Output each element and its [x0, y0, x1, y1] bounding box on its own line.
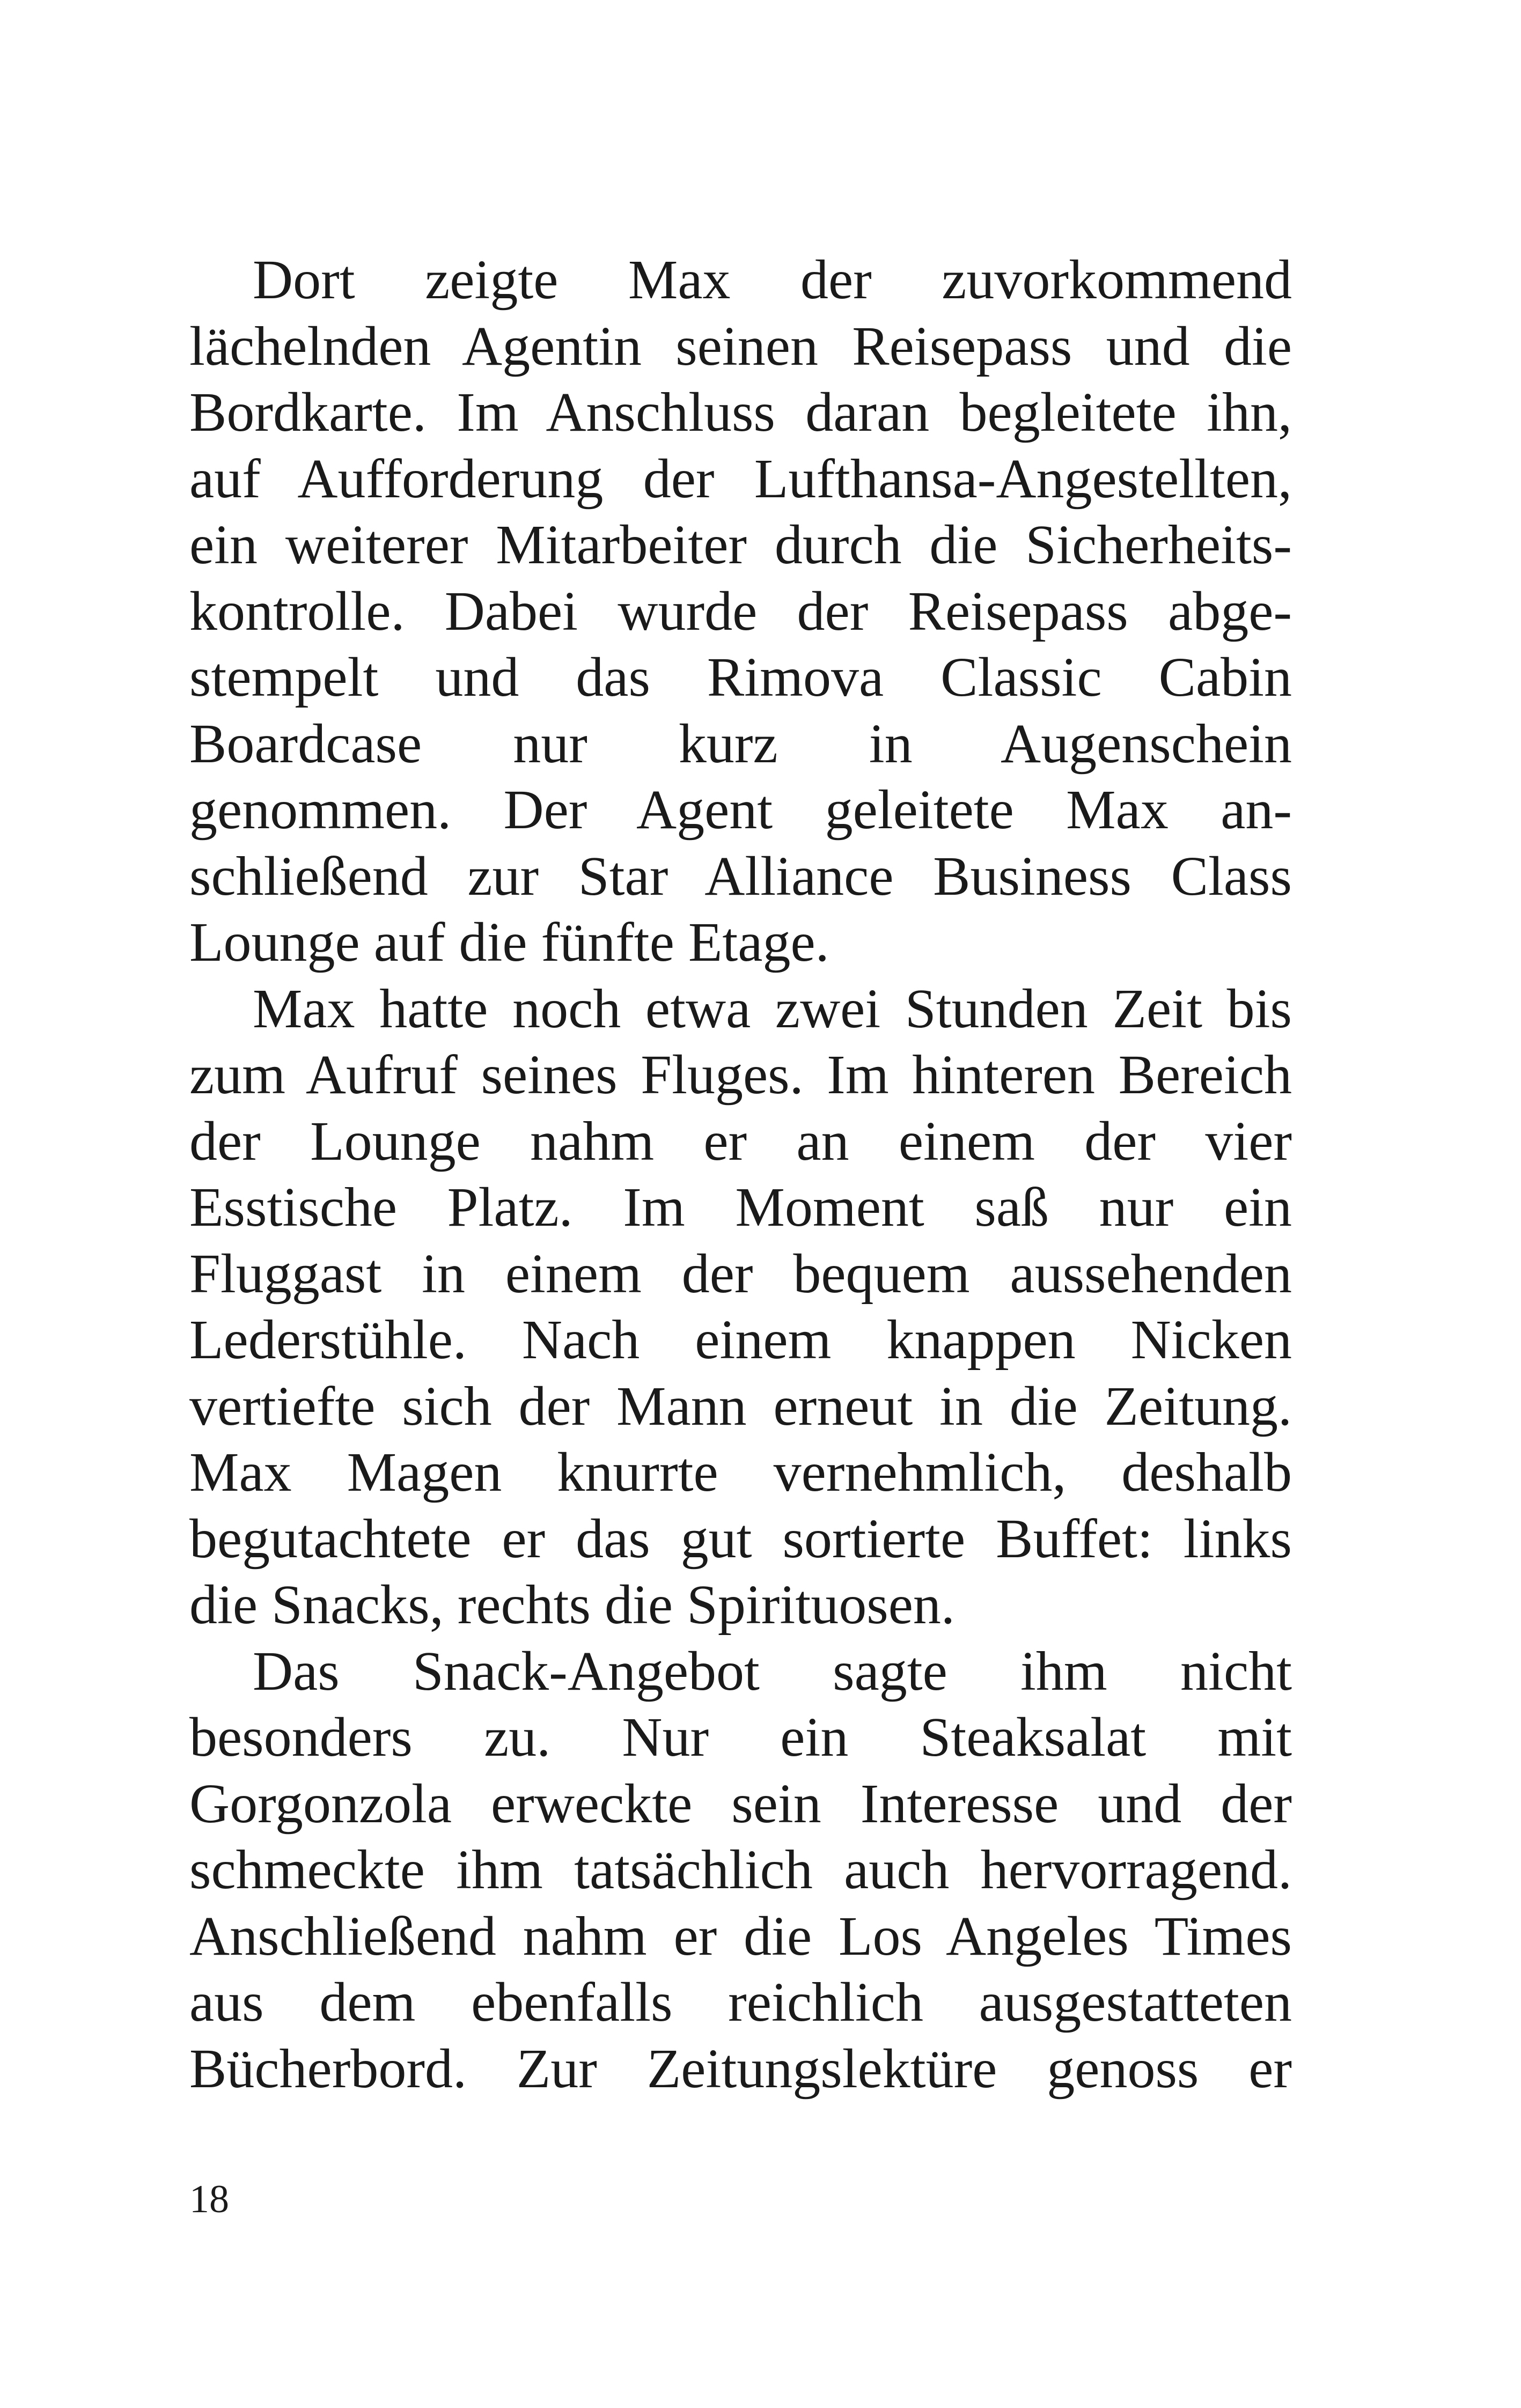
text-line: schließend zur Star Alliance Business Class	[189, 845, 1292, 907]
text-line: stempelt und das Rimova Classic Cabin	[189, 646, 1292, 708]
page-number: 18	[189, 2177, 229, 2221]
text-line: Das Snack-Angebot sagte ihm nicht	[253, 1640, 1292, 1702]
text-line: Dort zeigte Max der zuvorkommend	[253, 249, 1292, 311]
text-line: zum Aufruf seines Fluges. Im hinteren Bereich	[189, 1044, 1292, 1106]
text-line: die Snacks, rechts die Spirituosen.	[189, 1574, 955, 1636]
text-line: aus dem ebenfalls reichlich ausgestatteten	[189, 1971, 1292, 2033]
text-line: Anschließend nahm er die Los Angeles Times	[189, 1905, 1292, 1967]
text-line: vertiefte sich der Mann erneut in die Zeitung.	[189, 1375, 1292, 1437]
text-line: Fluggast in einem der bequem aussehenden	[189, 1242, 1292, 1305]
text-line: auf Aufforderung der Lufthansa-Angestellten,	[189, 447, 1292, 510]
text-line: besonders zu. Nur ein Steaksalat mit	[189, 1706, 1292, 1768]
text-line: Gorgonzola erweckte sein Interesse und der	[189, 1772, 1292, 1835]
text-line: Bücherbord. Zur Zeitungslektüre genoss er	[189, 2037, 1292, 2100]
text-line: lächelnden Agentin seinen Reisepass und die	[189, 315, 1292, 377]
text-line: genommen. Der Agent geleitete Max an-	[189, 779, 1292, 841]
text-line: Bordkarte. Im Anschluss daran begleitete ihn,	[189, 381, 1292, 443]
body-text	[189, 247, 1292, 2102]
text-line: Max Magen knurrte vernehmlich, deshalb	[189, 1441, 1292, 1503]
text-line: begutachtete er das gut sortierte Buffet: links	[189, 1507, 1292, 1570]
text-line: Lounge auf die fünfte Etage.	[189, 911, 829, 973]
text-line: schmeckte ihm tatsächlich auch hervorragend.	[189, 1839, 1292, 1901]
text-line: Esstische Platz. Im Moment saß nur ein	[189, 1176, 1292, 1238]
text-line: kontrolle. Dabei wurde der Reisepass abge-	[189, 580, 1292, 642]
text-line: Lederstühle. Nach einem knappen Nicken	[189, 1309, 1292, 1371]
text-line: ein weiterer Mitarbeiter durch die Sicherheits-	[189, 514, 1292, 576]
text-line: Max hatte noch etwa zwei Stunden Zeit bis	[253, 977, 1292, 1040]
text-line: Boardcase nur kurz in Augenschein	[189, 712, 1292, 775]
text-line: der Lounge nahm er an einem der vier	[189, 1110, 1292, 1172]
